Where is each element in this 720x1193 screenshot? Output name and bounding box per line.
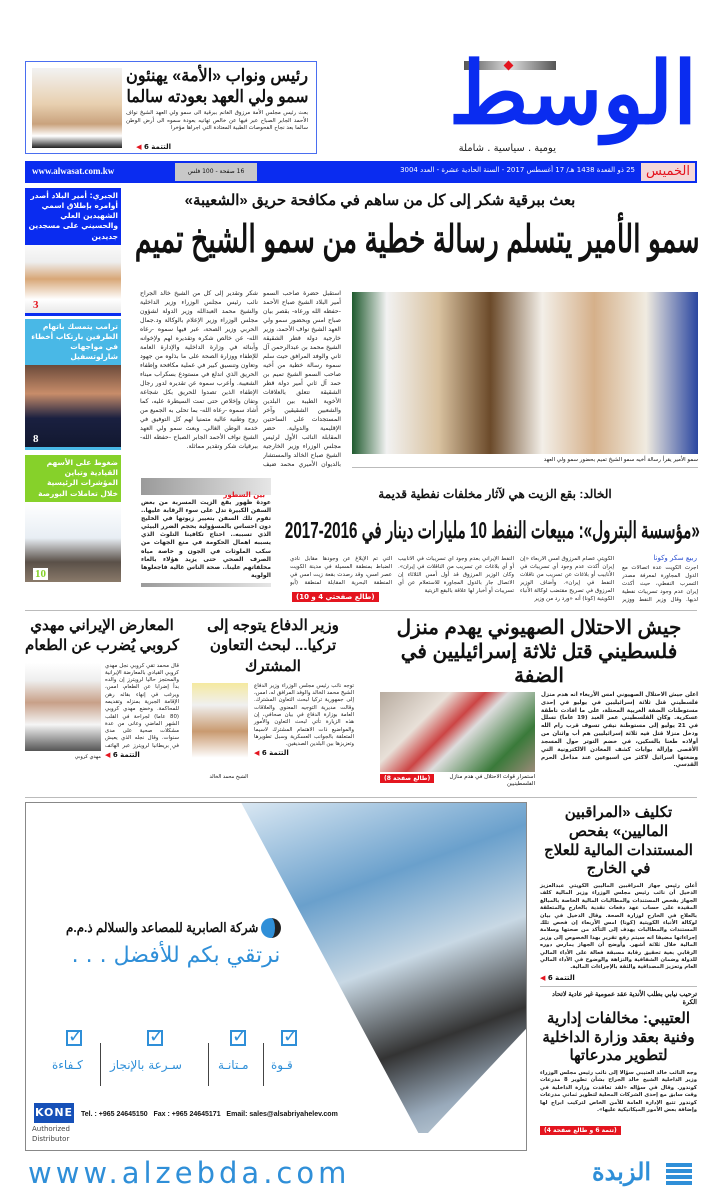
date-line: 25 ذو القعدة 1438 هـ/ 17 أغسطس 2017 - السنة الحادية عشرة - العدد 3004 [400, 166, 635, 174]
otaibi-continued[interactable]: (تتمة 6 و طالع صفحة 4) [540, 1126, 621, 1135]
promo-body: بعث رئيس مجلس الأمة مرزوق الغانم ببرقية الى سمو ولي العهد الشيخ نواف الأحمد الجابر الصباح عبر فيها عن خالص تهانيه بعودة سموه الى أرض الوطن سالما بعد نجاح الفحوصات الطبية المعتادة التي اجراها مؤخرا [126, 110, 308, 132]
masthead-logo [366, 46, 697, 156]
lead-kicker: بعث ببرقية شكر إلى كل من ساهم في مكافحة حريق «الشعيبة» [184, 192, 576, 209]
oil-col-2: الكويتي عصام المرزوق امس الأربعاء «إن إيران أكدت عدم وجود أي تسريبات في الأنابيب أو بلاغات عن تسريب من ناقلات النفط في إيران». وأضاف الوزير المرزوق في تصريح مقتضب لوكالة الأنباء الكويتية (كونا) أنه «ورد رد من وزير [520, 556, 614, 602]
pages-price: 16 صفحة - 100 فلس [175, 163, 257, 181]
defense-text: توجه نائب رئيس مجلس الوزراء وزير الدفاع الشيخ محمد الخالد والوفد المرافق له، امس، إلى جمهورية تركيا لبحث التعاون المشترك. وقالت مديرية التوجيه المعنوي والعلاقات العامة بوزارة الدفاع في بيان صحافي، إن هذه الزيارة تأتي لبحث التعاون والأمور والمواضيع ذات الاهتمام المشترك لاسيما المتعلقة بالجوانب العسكرية وسبل تطويرها وتعزيزها بين البلدين الصديقين. [254, 682, 354, 748]
between-lines-header: بين السطور [141, 478, 271, 495]
otaibi-text: وجه النائب خالد العتيبي سؤالا إلى نائب رئيس مجلس الوزراء وزير الداخلية الشيخ خالد الجراح بشأن تطوير 8 مدرعات كوندور. وقال في سؤاله «لقد تعاقدت وزارة الداخلية في وقت سابق مع إحدى الشركات المحلية لتطوير ثماني مدرعات كوندور تتبع الإدارة العامة للأمن الخاص لتركيب ابراج لها وإضافة بعض الأمور الميكانيكية عليها». [540, 1070, 697, 1114]
crown-prince-photo [32, 68, 122, 148]
check-icon: ✓ [149, 1026, 165, 1047]
israel-story [380, 616, 698, 788]
check-icon: ✓ [232, 1026, 248, 1047]
kone-logo: KONE [34, 1103, 74, 1123]
defense-continued[interactable]: ◀ التتمة 6 [254, 749, 289, 758]
karroubi-continued[interactable]: ◀ التتمة 6 [105, 750, 140, 759]
feature-strength: قـوة [271, 1058, 293, 1072]
between-lines-text: عودة ظهور بقع الزيت المسربة من بعض السفن الكبيرة تدل على سوء الرقابة عليها.. تقوم تلك السفن بتغيير زيوتها في الخليج دون احساس بالمسؤولية بحجم الضرر البيئي الذي تسببه.. احتاج تكافينا التلوث الذي يسببه اهمال الحكومة في منع الجهات من سكب الملوثات في الجون و خاصة مياه الصرف الصحي حتى يزيد هؤلاء بالغاء مخلفاتهم علينا.. صحة الناس غالية فاجعلوها الولوية [141, 499, 271, 579]
ad-contact: Tel. : +965 24645150 Fax : +965 24645171 Email: sales@alsabriyahelev.com [81, 1111, 338, 1118]
logo-lines-icon [666, 1163, 692, 1187]
between-lines-box [141, 478, 271, 587]
website-link[interactable]: www.alwasat.com.kw [32, 166, 115, 176]
day-label: الخميس [641, 163, 695, 181]
oil-col-1: اجرت الكويت عدة اتصالات مع الدول المجاورة لمعرفة مصدر التسرب النفطي، حيث أكدت إيران عدم وجود تسريبات نفطية لديها. وقال وزير النفط ووزير [622, 565, 698, 603]
auditors-text: أعلن رئيس جهاز المراقبين الماليين الكويتي عبدالعزيز الدخيل أن نائب رئيس مجلس الوزراء وزير المالية كلف الجهاز بفحص المستندات والمطالبات المالية الخاصة بالمبالغ المقيدة على حساب عهد دفعات نقدية بالخارج والمتعلقة بالعلاج في الخارج لوزارة الصحة. وقال الدخيل في بيان لوكالة الأنباء الكويتية (كونا) امس الأربعاء إن فحص تلك المستندات والمطالبات يهدف إلى التأكد من صحتها وسلامة إجراءاتها مضيفا انه سيتم رفع تقرير بهذا الخصوص إلى وزير المالية خلال ثلاثة أشهر. وأوضح أن الجهاز يمارس دوره الرقابي بغية تحقيق رقابة مسبقة فعالة على الأداء المالي للدولة وضمان الشفافية والنزاهة والوضوح في الأداء المالي العام وتعزيز المصداقية والثقة بالإجراءات المالية. [540, 883, 697, 971]
sidebar-teaser-1[interactable]: الجبري: أمير البلاد أصدر أوامره بإطلاق اسمي الشهيدين العلي والحسيني على مسجدين جديدين [25, 188, 121, 245]
israel-caption: استمرار قوات الاحتلال في هدم منازل الفلسطينيين [449, 774, 535, 788]
sidebar [25, 188, 121, 582]
karroubi-text: قال محمد تقي كروبي نجل مهدي كروبي القيادي بالمعارضة الإيرانية والمحتجز حاليا لرويترز إن والده بدأ إضرابا عن الطعام، امس، ويرغب في إنهاء بقائه رهن الإقامة الجبرية بمنزله وتقديمه للمحاكمة. وخضع مهدي كروبي (80 عاما) لجراحة في القلب الشهر الماضي وعانى من عدة مشكلات صحية على مدى سنوات. وقال نجله الذي يعيش في بريطانيا لرويترز عبر الهاتف [105, 662, 179, 749]
israel-continued[interactable]: (طالع صفحة 8) [380, 774, 434, 783]
defense-caption: الشيخ محمد الخالد [209, 773, 248, 780]
oil-col-3: النفط الإيراني بعدم وجود أي تسريبات في الأنابيب أو أي بلاغات عن تسريب من الناقلات في إيران». وكان الوزير المرزوق قد أول أمس الثلاثاء إن الاتصال جار بالدول المجاورة للاستعلام عن أي تسريبات أو أخبار لها علاقة بالبقع الزيتية [398, 556, 514, 594]
feature-speed: سـرعة بالإنجاز [110, 1058, 182, 1072]
promo-headline-1: رئيس ونواب «الأمة» يهنئون [125, 66, 309, 85]
right-column [540, 804, 697, 1136]
feature-efficiency: كـفاءة [52, 1058, 83, 1072]
oil-headline[interactable]: «مؤسسة البترول»: مبيعات النفط 10 مليارات دينار في 2016-2017 [284, 517, 700, 543]
auditors-continued[interactable]: ◀ التتمة 6 [540, 973, 575, 982]
top-promo-box[interactable] [25, 61, 317, 154]
ad-slogan: نرتقي بكم للأفضل . . . [71, 943, 281, 968]
kone-distributor: Distributor [32, 1135, 70, 1143]
logo-text: الوسط [448, 46, 697, 142]
otaibi-headline[interactable]: العتيبي: مخالفات إدارية وفنية بعقد وزارة الداخلية لتطوير مدرعاتها [542, 1009, 695, 1065]
israel-text: اعلن جيش الاحتلال الصهيوني امس الأربعاء انه هدم منزل فلسطيني قتل ثلاثة إسرائيليين في يوليو في إحدى مستوطنات الضفة الغربية المحتلة، على ما افادت ناطقة عسكرية. وكان الفلسطيني عمر العبد (19 عاما) تسلل في 21 يوليو إلى مستوطنة نيفي تسوف قرب رام الله ودخل منزلا قتل فيه ثلاثة إسرائيليين هم أب واثنان من أولاده طعنا بالسكين، في خضم التوتر حول المسجد الأقصى وإزالة بوابات كشف المعادن الالكترونية التي وضعتها اسرائيل لاكثر من اسبوعين عند مداخل الحرم القدسي. [541, 692, 698, 769]
lead-col-1: استقبل حضرة صاحب السمو أمير البلاد الشيخ صباح الأحمد -حفظه الله ورعاه- بقصر بيان صباح امس وبحضور سمو ولي العهد الشيخ نواف الأحمد، وزير خارجية دولة قطر الشقيقة الشيخ محمد بن عبدالرحمن آل ثاني والوفد المرافق حيث سلم سموه رسالة خطية من أخيه صاحب السمو الشيخ تميم بن حمد آل ثاني أمير دولة قطر الشقيقة تتعلق بالعلاقات الأخوية الطيبة بين البلدين والشعبين الشقيقين وآخر المستجدات على الساحتين الإقليمية والدولية. حضر المقابلة النائب الأول لرئيس مجلس الوزراء وزير الخارجية الشيخ صباح الخالد والمستشار بالديوان الأميري محمد ضيف [263, 290, 341, 468]
kone-authorized: Authorized [32, 1125, 70, 1133]
lead-col-2: شكر وتقدير إلى كل من الشيخ خالد الجراح نائب رئيس مجلس الوزراء وزير الداخلية والشيخ محمد العبدالله وزير الدولة لشؤون مجلس الوزراء وزير الإعلام بالوكالة ود.جمال الحربي وزير الصحة، عبر فيها سموه -رعاه الله- عن خالص شكره وتقديره لهم ولإخوانه وأبنائه في وزارة الداخلية والإدارة العامة للإطفاء ووزارة الصحة على ما بذلوه من جهود وتعاون وتنسيق كبير في عملية مكافحة وإطفاء الحريق الذي اندلع في مستودع بسكراب ميناء الشعيبة. وأعرب سموه عن تقديره لدور رجال الإطفاء الذين تصدوا للحريق بكل شجاعة وتفان وإخلاص حتى تمت السيطرة عليه، كما أشاد سموه -رعاه الله- بما تحلى به الجميع من روح وطنية عالية متمنيا لهم كل التوفيق في خدمة الوطن الغالي. وبعث سمو ولي العهد الشيخ نواف الأحمد الجابر الصباح -حفظه الله- ببرقيات شكر وتقدير مماثلة. [140, 290, 258, 450]
lead-headline[interactable]: سمو الأمير يتسلم رسالة خطية من سمو الشيخ تميم [135, 219, 700, 261]
footer-url[interactable]: www.alzebda.com [28, 1156, 351, 1190]
oil-col-4: التي تم الإبلاغ عن وجودها مقابل نادي الضباط بمنطقة المسيلة في مدينة الكويت عصر امس، وقد رصدت بقعة زيت امس في المنطقة البحرية المقابلة لمنطقة (أبو [290, 556, 392, 586]
israel-headline[interactable]: جيش الاحتلال الصهيوني يهدم منزل فلسطيني قتل ثلاثة إسرائيليين في الضفة [396, 617, 682, 687]
defense-story [192, 616, 354, 780]
feature-durability: مـتانـة [218, 1058, 249, 1072]
check-icon: ✓ [283, 1026, 299, 1047]
sidebar-teaser-2[interactable]: ترامب يتمسك باتهام الطرفين بارتكاب أخطاء في مواجهات شارلوتسفيل [25, 319, 121, 366]
auditors-headline[interactable]: تكليف «المراقبين الماليين» بفحص المستندات المالية للعلاج في الخارج [544, 804, 693, 878]
oil-continued[interactable]: (طالع صفحتي 4 و 10) [292, 592, 379, 602]
oil-byline: ربيع سكر وكونا [653, 554, 697, 562]
defense-minister-photo [192, 683, 248, 771]
sidebar-teaser-3[interactable]: ضغوط على الأسهم القيادية وتباين المؤشرات الرئيسية خلال تعاملات البورصة [25, 455, 121, 502]
company-logo-icon [261, 918, 281, 938]
karroubi-headline[interactable]: المعارض الإيراني مهدي كروبي يُضرب عن الطعام [25, 617, 179, 655]
otaibi-kicker: ترحيب نيابي بطلب الأندية عقد عمومية غير عادية لاتحاد الكرة [552, 990, 697, 1007]
date-bar [25, 161, 697, 183]
oil-kicker: الخالد: بقع الزيت هي لآثار مخلفات نفطية قديمة [378, 487, 612, 501]
sidebar-photo-2: 8 [25, 365, 121, 447]
israel-photo [380, 692, 535, 772]
zebda-logo: الزبدة [592, 1160, 692, 1190]
karroubi-story [25, 616, 179, 760]
check-icon: ✓ [68, 1026, 84, 1047]
promo-continued[interactable]: التتمة 6 ◀ [136, 143, 171, 151]
sidebar-photo-1: 3 [25, 245, 121, 313]
elevator-ad[interactable] [25, 802, 527, 1151]
defense-headline[interactable]: وزير الدفاع يتوجه إلى تركيا... لبحث التعاون المشترك [207, 617, 339, 675]
logo-tagline: يومية . سياسية . شاملة [458, 143, 556, 154]
lead-photo [352, 292, 698, 454]
karroubi-caption: مهدي كروبي [74, 753, 101, 760]
promo-headline-2: سمو ولي العهد بعودته سالما [126, 87, 308, 106]
sidebar-photo-3: 10 [25, 502, 121, 582]
karroubi-photo [25, 663, 101, 751]
lead-caption: سمو الأمير يقرأ رسالة أخيه سمو الشيخ تميم بحضور سمو ولي العهد [543, 457, 698, 463]
ad-company: شركة الصابرية للمصاعد والسلالم ذ.م.م [65, 920, 259, 935]
